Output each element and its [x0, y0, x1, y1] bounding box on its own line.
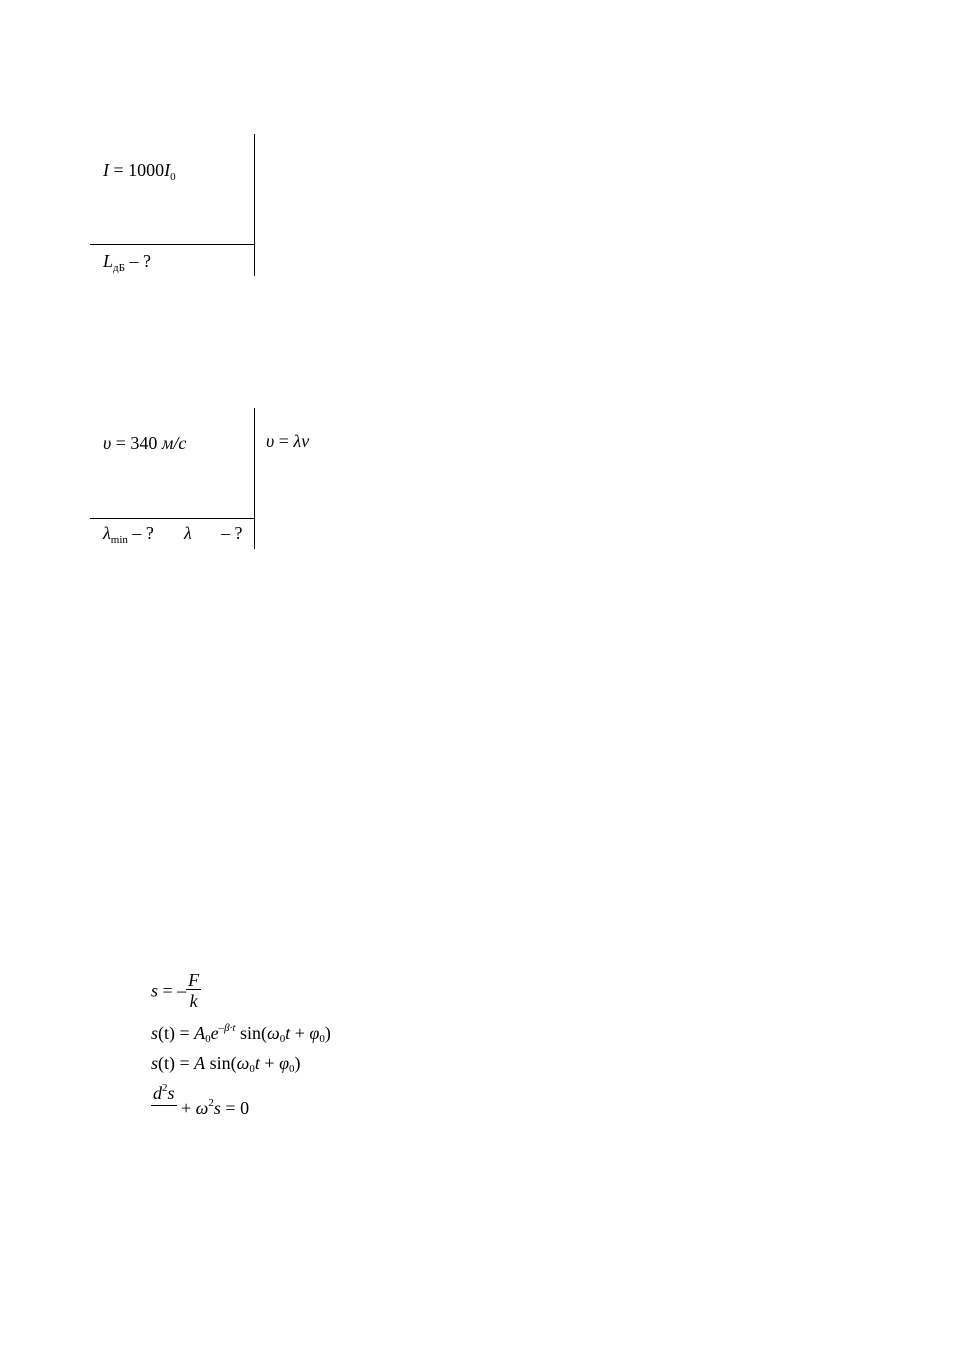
plus-sign: + [259, 1053, 280, 1073]
damping-exponent: –β·t [218, 1022, 236, 1034]
time-symbol: t [285, 1023, 291, 1043]
equals-sign: = [274, 431, 294, 451]
closing-parenthesis: ) [294, 1053, 301, 1073]
reference-intensity-subscript: 0 [170, 171, 176, 183]
displacement-symbol: s [151, 980, 159, 1001]
equals-sign: = [109, 160, 129, 180]
problem2-given-equation [103, 434, 186, 452]
displacement-symbol: s [151, 1053, 159, 1073]
second-derivative-fraction [151, 1084, 177, 1106]
speed-value: 340 [130, 433, 158, 453]
min-wavelength-symbol: λ [103, 523, 111, 543]
problem2-horizontal-divider [90, 518, 254, 519]
initial-amplitude-subscript: 0 [205, 1033, 211, 1045]
force-symbol: F [188, 970, 200, 990]
problem1-find-equation [103, 251, 151, 274]
second-derivative-numerator [151, 1084, 177, 1106]
zero-value: 0 [240, 1098, 250, 1118]
angular-frequency-symbol: ω [236, 1053, 250, 1073]
derivative-order: 2 [162, 1082, 168, 1094]
angular-frequency-symbol: ω [195, 1098, 209, 1118]
problem1-given-equation [103, 160, 176, 183]
stiffness-symbol: k [186, 989, 201, 1010]
displacement-symbol: s [213, 1098, 221, 1118]
speed-unit: м/с [161, 433, 187, 453]
angular-frequency-symbol: ω [266, 1023, 280, 1043]
speed-symbol: υ [103, 433, 112, 453]
angular-frequency-power: 2 [208, 1097, 214, 1109]
problem2-block [0, 300, 954, 580]
equals-sign: = [220, 1098, 241, 1118]
displacement-symbol: s [151, 1023, 159, 1043]
problem1-vertical-divider [254, 134, 255, 276]
wavelength-frequency-product: λν [293, 431, 310, 451]
sine-function: sin( [235, 1023, 267, 1043]
unknown-marker: – ? [124, 251, 151, 271]
equals-minus-sign: = – [158, 980, 187, 1001]
coefficient-value: 1000 [128, 160, 165, 180]
initial-amplitude-symbol: A [194, 1023, 206, 1043]
amplitude-symbol: A [194, 1053, 206, 1073]
angular-frequency-subscript: 0 [249, 1063, 255, 1075]
intensity-symbol: I [103, 160, 109, 180]
unknown-marker: – ? [127, 523, 154, 543]
closing-parenthesis: ) [324, 1023, 331, 1043]
problem2-find-equation-2 [184, 524, 192, 542]
equals-sign: = [175, 1023, 195, 1043]
formula-damped-oscillation [151, 1022, 331, 1045]
problem1-block [0, 0, 954, 300]
problem2-find-equation [103, 523, 154, 546]
equals-sign: = [175, 1053, 195, 1073]
loudness-level-subscript: дБ [113, 262, 125, 274]
speed-symbol: υ [266, 431, 275, 451]
displacement-symbol: s [167, 1083, 175, 1103]
sine-function: sin( [209, 1053, 237, 1073]
formula-hooke-displacement [151, 971, 201, 1010]
problem1-horizontal-divider [90, 244, 254, 245]
time-argument: (t) [158, 1053, 176, 1073]
equals-sign: = [111, 433, 131, 453]
problem2-find-unknown-2 [221, 524, 243, 542]
wavelength-symbol: λ [184, 523, 192, 543]
phase-symbol: φ [309, 1023, 320, 1043]
loudness-level-symbol: L [103, 251, 114, 271]
exponent-base: e [210, 1023, 219, 1043]
problem2-solution-equation [266, 432, 309, 450]
time-symbol: t [254, 1053, 260, 1073]
min-wavelength-subscript: min [110, 534, 128, 546]
problem2-vertical-divider [254, 408, 255, 549]
reference-intensity-symbol: I [164, 160, 171, 180]
phase-subscript: 0 [319, 1033, 325, 1045]
formulas-block [0, 960, 954, 1140]
unknown-marker: – ? [221, 523, 243, 543]
angular-frequency-subscript: 0 [279, 1033, 286, 1045]
differential-symbol: d [153, 1083, 162, 1103]
time-argument: (t) [158, 1023, 176, 1043]
force-over-stiffness-fraction [186, 971, 201, 1010]
plus-sign: + [176, 1098, 196, 1118]
formula-harmonic-oscillation [151, 1053, 301, 1075]
formula-oscillation-differential-equation [151, 1082, 250, 1118]
plus-sign: + [290, 1023, 310, 1043]
phase-subscript: 0 [289, 1063, 295, 1075]
phase-symbol: φ [279, 1053, 290, 1073]
